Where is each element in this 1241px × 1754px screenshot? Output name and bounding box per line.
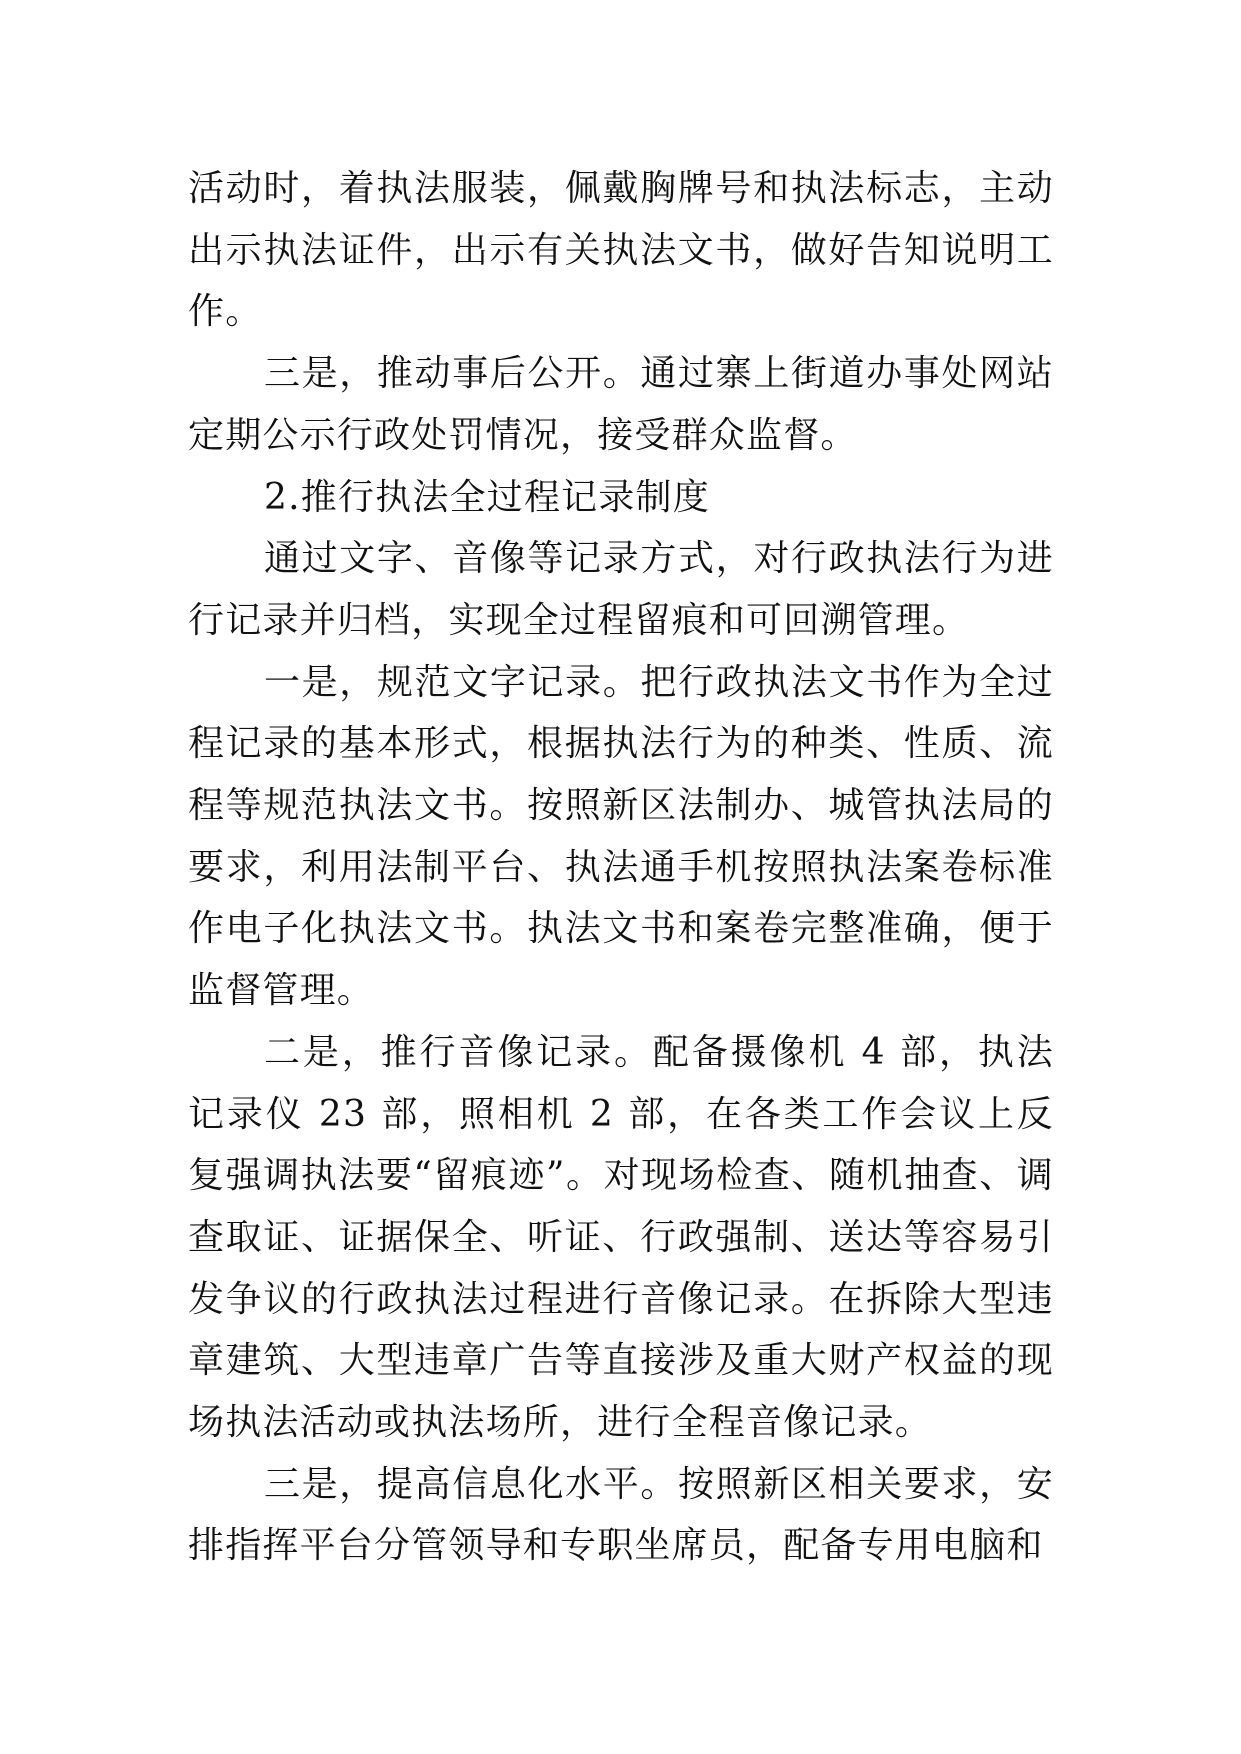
- paragraph-audio-video-records: 二是，推行音像记录。配备摄像机 4 部，执法记录仪 23 部，照相机 2 部，在各类工作会议上反复强调执法要“留痕迹”。对现场检查、随机抽查、调查取证、证据保全、听证、行政强制、送达等容易引发争议的行政执法过程进行音像记录。在拆除大型违章建筑、大型违章广告等直接涉及重大财产权益的现场执法活动或执法场所，进行全程音像记录。: [188, 1031, 1054, 1444]
- paragraph-recording-overview: 通过文字、音像等记录方式，对行政执法行为进行记录并归档，实现全过程留痕和可回溯管理。: [188, 538, 1054, 641]
- paragraph-informatization: 三是，提高信息化水平。按照新区相关要求，安排指挥平台分管领导和专职坐席员，配备专用电脑和: [188, 1463, 1054, 1567]
- paragraph-public-disclosure: 三是，推动事后公开。通过寨上街道办事处网站定期公示行政处罚情况，接受群众监督。: [188, 353, 1054, 456]
- document-body: [188, 158, 1054, 1577]
- paragraph-continuation: 活动时，着执法服装，佩戴胸牌号和执法标志，主动出示执法证件，出示有关执法文书，做好告知说明工作。: [188, 168, 1054, 333]
- section-heading-recording-system: 2.推行执法全过程记录制度: [264, 476, 710, 518]
- paragraph-text-records: 一是，规范文字记录。把行政执法文书作为全过程记录的基本形式，根据执法行为的种类、性质、流程等规范执法文书。按照新区法制办、城管执法局的要求，利用法制平台、执法通手机按照执法案卷标准作电子化执法文书。执法文书和案卷完整准确，便于监督管理。: [188, 661, 1054, 1012]
